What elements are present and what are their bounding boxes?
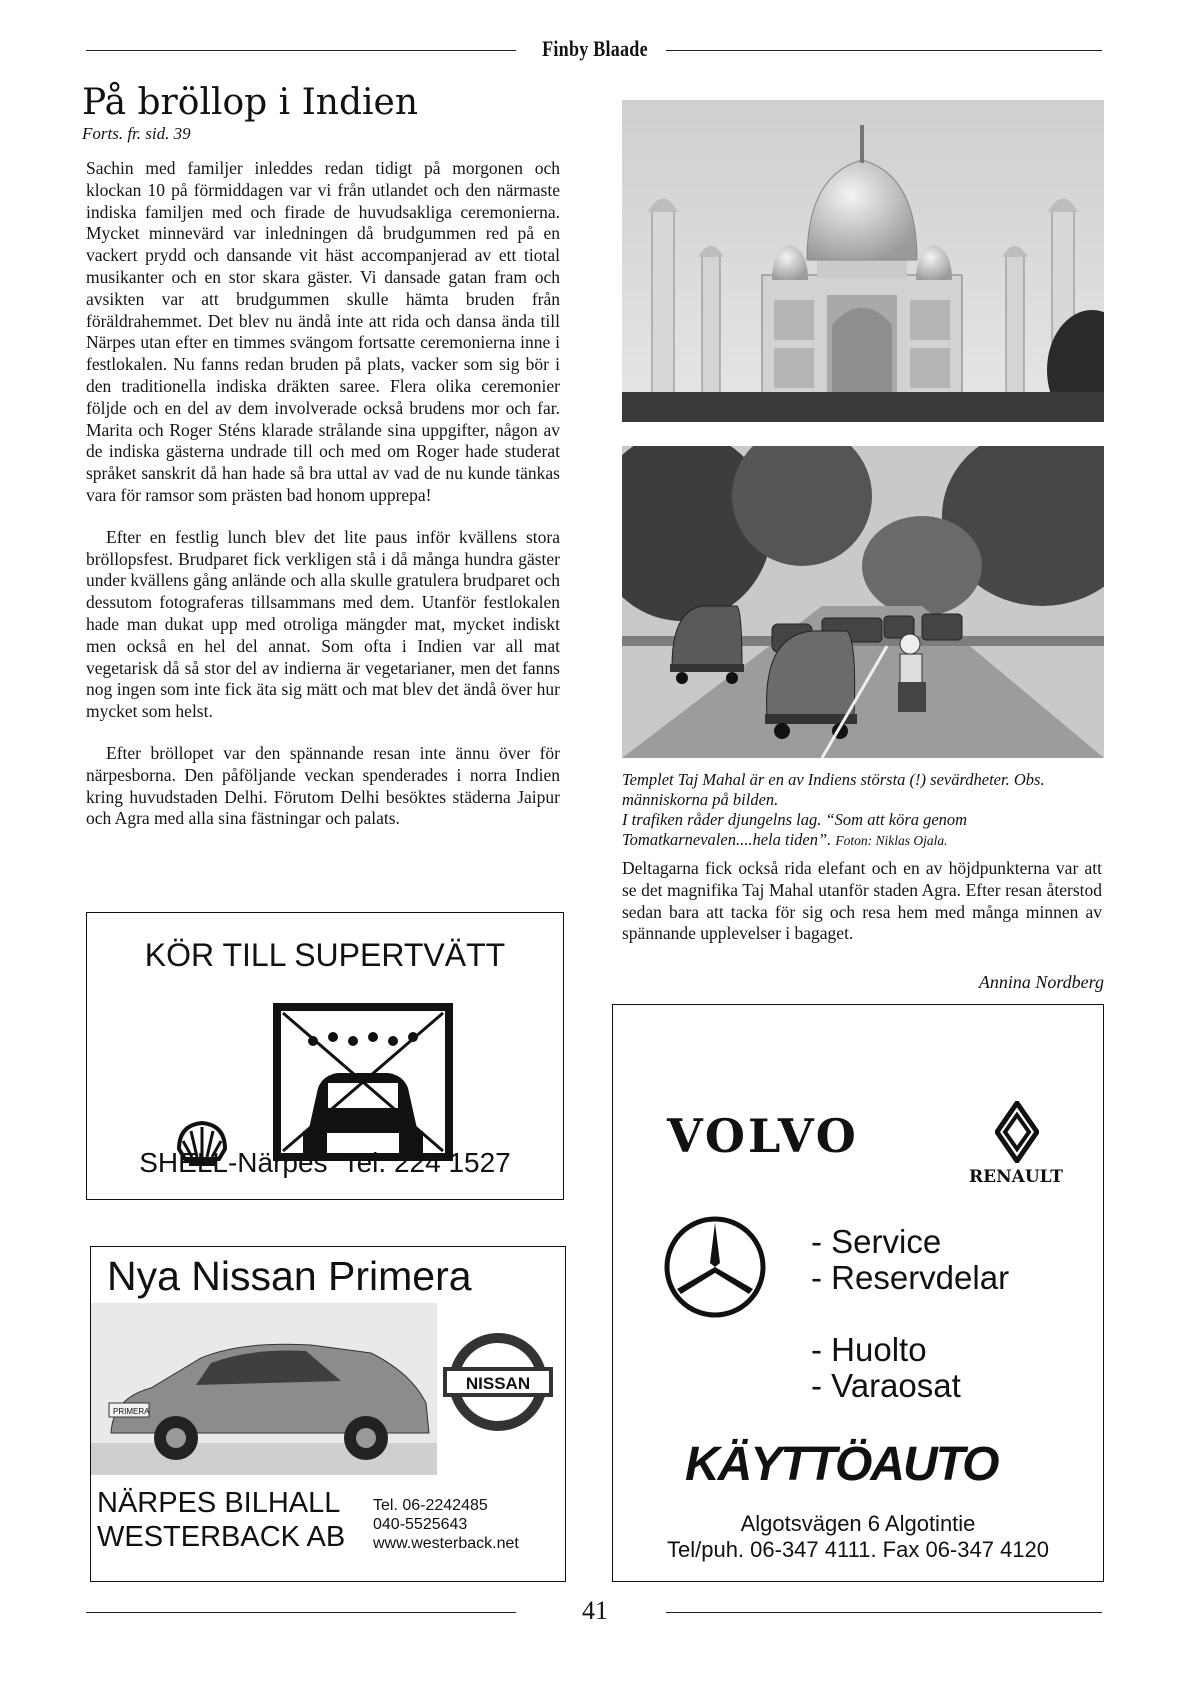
caption-line-2-text: I trafiken råder djungelns lag. “Som att köra genom Tomatkarnevalen....hela tiden”. — [622, 810, 968, 849]
article-title: På bröllop i Indien — [82, 82, 419, 123]
paragraph-2: Efter en festlig lunch blev det lite paus inför kvällens stora bröllopsfest. Brudparet fick verkligen stå i då många hundra gäster under kvällens gång anlände och alla skulle gratulera brudparet och dessutom fotograferas tillsammans med dem. Utanför festlokalen hade man dukat upp med otroliga mängder mat, mycket indiskt men också en hel del annat. Som ofta i Indien var all mat vegetarisk då så stor del av indierna är vegetarianer, men det fanns nog ingen som inte fick äta sig mätt och mat blev det ändå över hur mycket som helst. — [86, 526, 560, 722]
company-address: Algotsvägen 6 Algotintie — [740, 1511, 976, 1536]
company-name-line-2: WESTERBACK AB — [97, 1521, 346, 1553]
service-item-4: - Varaosat — [811, 1367, 961, 1404]
taj-mahal-photo — [622, 100, 1104, 422]
paragraph-1: Sachin med familjer inleddes redan tidigt på morgonen och klockan 10 på förmiddagen var vi från utlandet och den närmaste indiska familjen med och firade de huvudsakliga ceremonierna. Mycket minnevärd var inledningen då brudgummen red på en vackert prydd och dansande vit häst accompanjerad av ett tiotal musikanter och en stor skara gäster. Vi dansade gatan fram och avsikten var att brudgummen skulle hämta bruden från föräldrahemmet. Det blev nu ändå inte att rida och dansa ända till Närpes utan efter en timmes svängom fortsatte ceremonierna inne i festlokalen. Nu fanns redan bruden på plats, vacker som sig bör i den traditionella indiska dräkten saree. Flera olika ceremonier följde och en del av dem involverade också brudens mor och far. Marita och Roger Sténs klarade strålande sina uppgifter, någon av de indiska gästerna undrade till och med om Roger hade studerat språket sanskrit då han hade så bra uttal av vad de nu kunde tänkas vara för ramsor som prästen bad honom upprepa! — [86, 158, 560, 505]
company-phone-fax: Tel/puh. 06-347 4111. Fax 06-347 4120 — [666, 1537, 1050, 1562]
traffic-illustration — [622, 446, 1104, 758]
article-body-right — [622, 858, 1102, 945]
paragraph-3: Efter bröllopet var den spännande resan inte ännu över för närpesborna. Den påföljande veckan spenderades i norra Indien kring huvudstaden Delhi. Förutom Delhi besöktes städerna Jaipur och Agra med alla sina fästningar och palats. — [86, 742, 560, 829]
author-byline: Annina Nordberg — [978, 972, 1104, 992]
shell-ad — [86, 912, 564, 1200]
service-item-3: - Huolto — [811, 1331, 927, 1368]
renault-logo-icon — [995, 1101, 1039, 1163]
caption-line-2 — [622, 810, 1102, 851]
caption-line-1: Templet Taj Mahal är en av Indiens största (!) sevärdheter. Obs. människorna på bilden. — [622, 770, 1045, 809]
car-plate-text: PRIMERA — [113, 1407, 150, 1416]
publication-title: Finby Blaade — [542, 36, 648, 61]
phone-number-2: 040-5525643 — [373, 1516, 468, 1533]
header-rule-right — [666, 50, 1102, 51]
service-item-1: - Service — [811, 1223, 942, 1260]
article-body-left — [86, 158, 560, 830]
nissan-car-photo — [91, 1303, 437, 1475]
photo-credit: Foton: Niklas Ojala. — [835, 833, 948, 848]
photo-caption — [622, 770, 1102, 851]
company-name-line-1: NÄRPES BILHALL — [97, 1487, 341, 1519]
page-number: 41 — [582, 1596, 608, 1625]
website-link[interactable]: www.westerback.net — [373, 1535, 519, 1552]
phone-number-1: Tel. 06-2242485 — [373, 1497, 488, 1514]
shell-ad-footer: SHELL-Närpes Tel. 224 1527 — [139, 1147, 511, 1178]
nissan-ad — [90, 1246, 566, 1582]
traffic-photo — [622, 446, 1104, 758]
car-wash-icon — [273, 1003, 453, 1161]
taj-mahal-illustration — [622, 100, 1104, 422]
paragraph-4: Deltagarna fick också rida elefant och en av höjdpunkterna var att se det magnifika Taj Mahal utanför staden Agra. Efter resan återstod sedan bara att tacka för sig och resa hem med många minnen av spännande upplevelser i bagaget. — [622, 858, 1102, 944]
kayttoauto-logo: KÄYTTÖAUTO — [685, 1438, 998, 1491]
volvo-wordmark: VOLVO — [667, 1109, 859, 1163]
nissan-ad-headline: Nya Nissan Primera — [107, 1253, 472, 1299]
footer-rule-right — [666, 1612, 1102, 1613]
continued-from: Forts. fr. sid. 39 — [82, 124, 191, 143]
service-item-2: - Reservdelar — [811, 1259, 1010, 1296]
nissan-logo-text: NISSAN — [465, 1374, 531, 1393]
shell-ad-headline: KÖR TILL SUPERTVÄTT — [144, 937, 506, 973]
renault-wordmark: RENAULT — [969, 1167, 1063, 1187]
nissan-logo-icon — [443, 1327, 553, 1437]
kayttoauto-ad — [612, 1004, 1104, 1582]
mercedes-logo-icon — [663, 1215, 767, 1319]
